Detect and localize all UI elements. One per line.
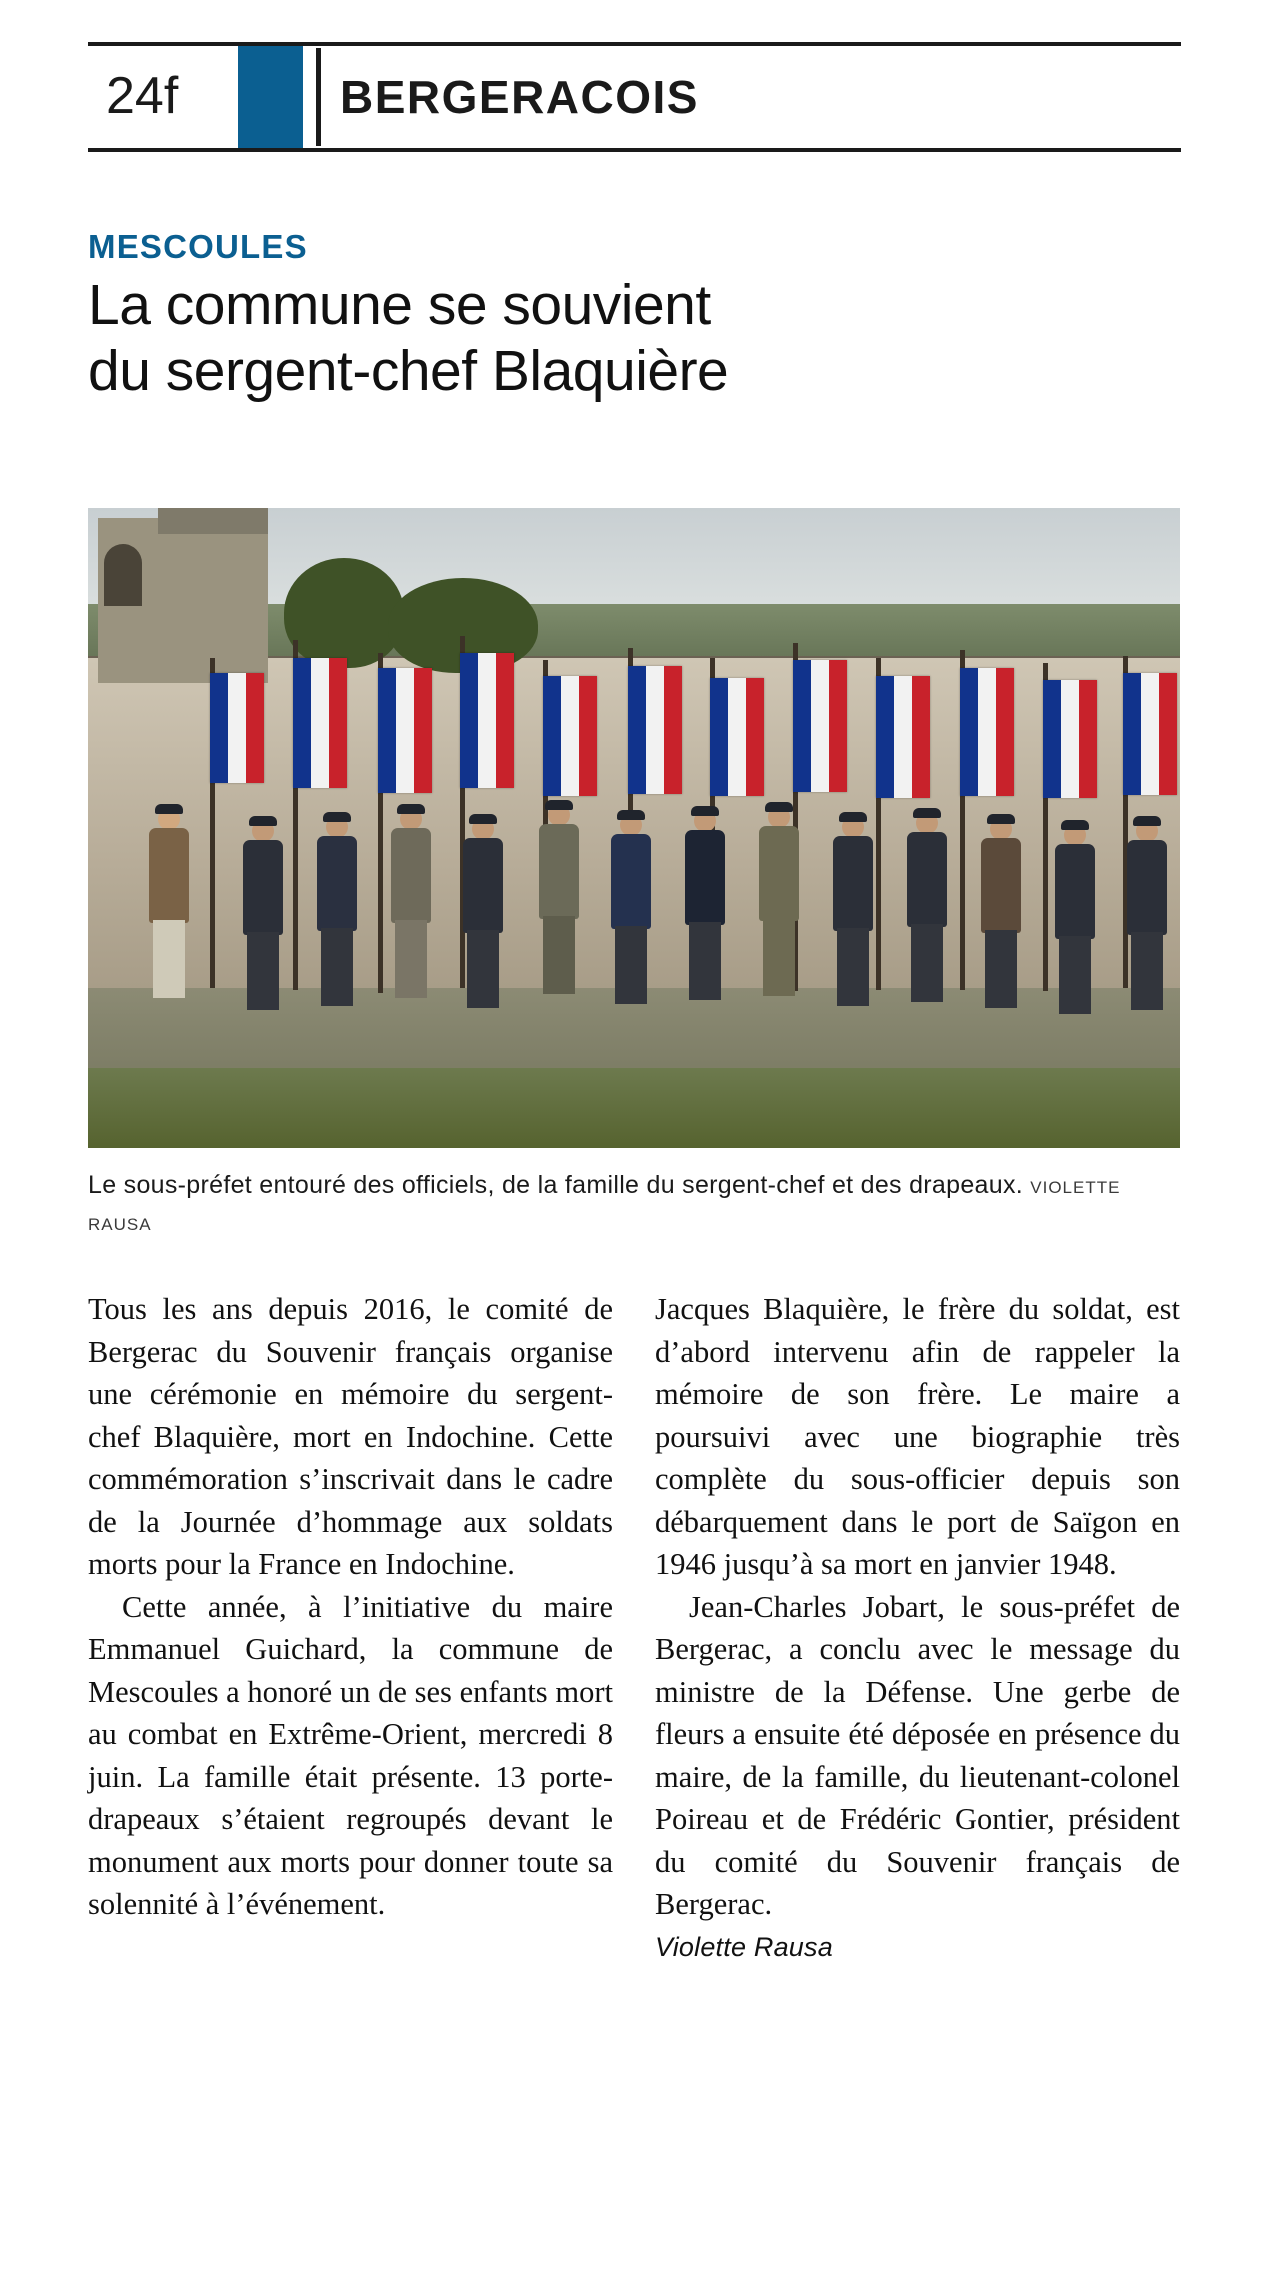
body-paragraph: Cette année, à l’initiative du maire Emmanuel Guichard, la commune de Mescoules a honoré un de ses enfants mort au combat en Extrême-Orient, mercredi 8 juin. La famille était présente. 13 porte-drapeaux s’étaient regroupés devant le monument aux morts pour donner toute sa solennité à l’événement. xyxy=(88,1589,613,1921)
body-paragraph: Jacques Blaquière, le frère du soldat, est d’abord intervenu afin de rappeler la mémoire de son frère. Le maire a poursuivi avec une biographie très complète du sous-officier depuis son débarquement dans le port de Saïgon en 1946 jusqu’à sa mort en janvier 1948. xyxy=(655,1292,1180,1581)
body-paragraph: Tous les ans depuis 2016, le comité de Bergerac du Souvenir français organise une cérémonie en mémoire du sergent-chef Blaquière, mort en Indochine. Cette commémoration s’inscrivait dans le cadre de la Journée d’hommage aux soldats morts pour la France en Indochine. xyxy=(88,1292,613,1581)
body-column-right xyxy=(655,1288,1180,1968)
author-signature: Violette Rausa xyxy=(655,1931,833,1962)
french-flag xyxy=(460,653,514,788)
page-folio: 24f xyxy=(106,67,179,125)
photo-person xyxy=(536,804,582,994)
masthead-rule-bottom xyxy=(88,148,1181,152)
photo-tree xyxy=(284,558,404,668)
photo-person xyxy=(904,812,950,1002)
caption-text: Le sous-préfet entouré des officiels, de la famille du sergent-chef et des drapeaux. xyxy=(88,1171,1024,1199)
article-body xyxy=(88,1288,1180,2288)
photo-church xyxy=(98,518,268,683)
section-title: BERGERACOIS xyxy=(340,71,699,123)
french-flag xyxy=(1123,673,1177,795)
french-flag xyxy=(210,673,264,783)
photo-person xyxy=(240,820,286,1010)
french-flag xyxy=(876,676,930,798)
photo-grass xyxy=(88,1068,1180,1148)
body-paragraph: Jean-Charles Jobart, le sous-préfet de Bergerac, a conclu avec le message du ministre de la Défense. Une gerbe de fleurs a ensuite été déposée en présence du maire, de la famille, du lieutenant-colonel Poireau et de Frédéric Gontier, président du comité du Souvenir français de Bergerac. xyxy=(655,1589,1180,1921)
photo-person xyxy=(1124,820,1170,1010)
headline-line-1: La commune se souvient xyxy=(88,273,711,337)
article-photo xyxy=(88,508,1180,1148)
article-kicker: MESCOULES xyxy=(88,228,308,265)
masthead-divider xyxy=(316,48,321,146)
photo-person xyxy=(978,818,1024,1008)
french-flag xyxy=(793,660,847,792)
masthead xyxy=(88,42,1181,152)
photo-person xyxy=(830,816,876,1006)
photo-person xyxy=(608,814,654,1004)
french-flag xyxy=(710,678,764,796)
masthead-accent-block xyxy=(238,46,303,148)
photo-credit: VIOLETTE RAUSA xyxy=(88,1178,1121,1234)
photo-person xyxy=(388,808,434,998)
french-flag xyxy=(1043,680,1097,798)
photo-person xyxy=(756,806,802,996)
french-flag xyxy=(543,676,597,796)
french-flag xyxy=(293,658,347,788)
body-column-left xyxy=(88,1288,613,1926)
headline-line-2: du sergent-chef Blaquière xyxy=(88,339,729,403)
page-title xyxy=(88,272,1148,404)
photo-person xyxy=(146,808,192,998)
french-flag xyxy=(628,666,682,794)
photo-person xyxy=(682,810,728,1000)
french-flag xyxy=(960,668,1014,796)
photo-person xyxy=(1052,824,1098,1014)
french-flag xyxy=(378,668,432,793)
photo-caption xyxy=(88,1168,1180,1242)
photo-person xyxy=(460,818,506,1008)
photo-person xyxy=(314,816,360,1006)
